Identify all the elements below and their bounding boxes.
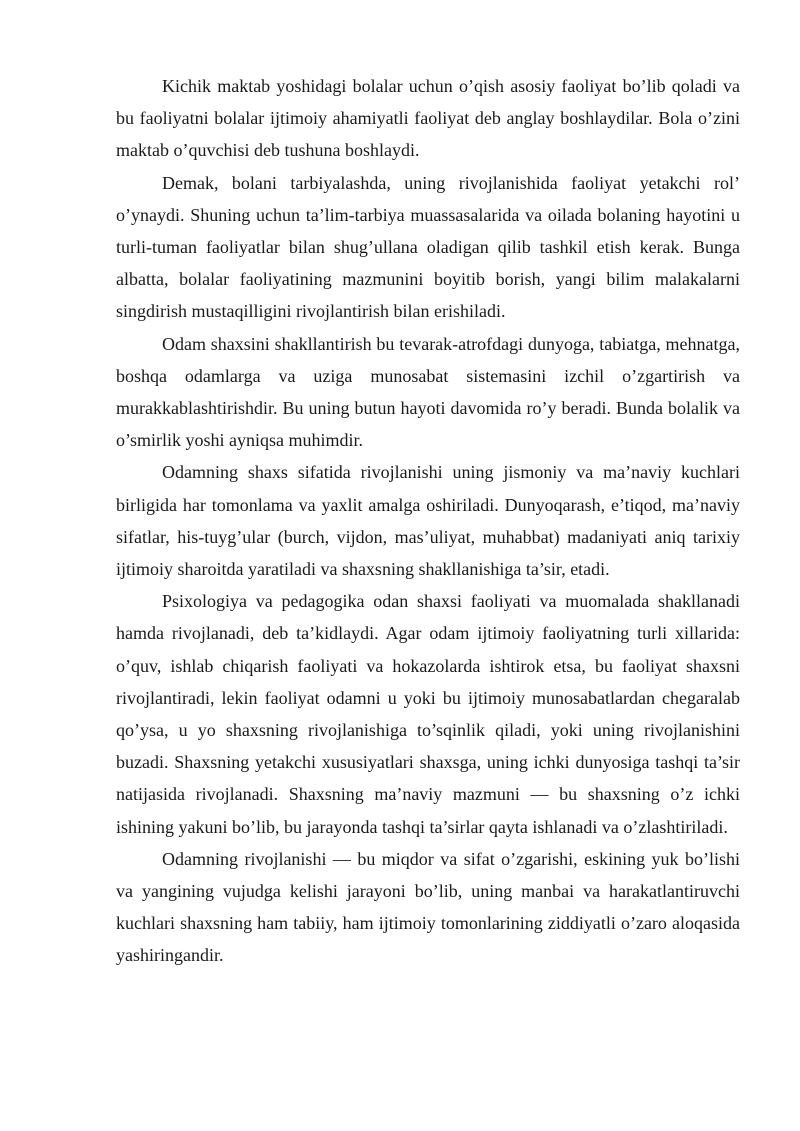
paragraph: Kichik maktab yoshidagi bolalar uchun o’qish asosiy faoliyat bo’lib qoladi va bu faoliyatni bolalar ijtimoiy ahamiyatli faoliyat deb anglay boshlaydilar. Bola o’zini maktab o’quvchisi deb tushuna boshlaydi. xyxy=(116,76,740,161)
document-page xyxy=(116,70,740,972)
paragraph: Demak, bolani tarbiyalashda, uning rivojlanishida faoliyat yetakchi rol’ o’ynaydi. Shuning uchun ta’lim-tarbiya muassasalarida va oilada bolaning hayotini u turli-tuman faoliyatlar bilan shug’ullana oladigan qilib tashkil etish kerak. Bunga albatta, bolalar faoliyatining mazmunini boyitib borish, yangi bilim malakalarni singdirish mustaqilligini rivojlantirish bilan erishiladi. xyxy=(116,172,740,322)
paragraph: Odamning rivojlanishi — bu miqdor va sifat o’zgarishi, eskining yuk bo’lishi va yangining vujudga kelishi jarayoni bo’lib, uning manbai va harakatlantiruvchi kuchlari shaxsning ham tabiiy, ham ijtimoiy tomonlarining ziddiyatli o’zaro aloqasida yashiringandir. xyxy=(116,848,740,966)
paragraph: Psixologiya va pedagogika odan shaxsi faoliyati va muomalada shakllanadi hamda rivojlanadi, deb ta’kidlaydi. Agar odam ijtimoiy faoliyatning turli xillarida: o’quv, ishlab chiqarish faoliyati va hokazolarda ishtirok etsa, bu faoliyat shaxsni rivojlantiradi, lekin faoliyat odamni u yoki bu ijtimoiy munosabatlardan chegaralab qo’ysa, u yo shaxsning rivojlanishiga to’sqinlik qiladi, yoki uning rivojlanishini buzadi. Shaxsning yetakchi xususiyatlari shaxsga, uning ichki dunyosiga tashqi ta’sir natijasida rivojlanadi. Shaxsning ma’naviy mazmuni — bu shaxsning o’z ichki ishining yakuni bo’lib, bu jarayonda tashqi ta’sirlar qayta ishlanadi va o’zlashtiriladi. xyxy=(116,591,740,837)
paragraph: Odamning shaxs sifatida rivojlanishi uning jismoniy va ma’naviy kuchlari birligida har tomonlama va yaxlit amalga oshiriladi. Dunyoqarash, e’tiqod, ma’naviy sifatlar, his-tuyg’ular (burch, vijdon, mas’uliyat, muhabbat) madaniyati aniq tarixiy ijtimoiy sharoitda yaratiladi va shaxsning shakllanishiga ta’sir, etadi. xyxy=(116,462,740,580)
paragraph: Odam shaxsini shakllantirish bu tevarak-atrofdagi dunyoga, tabiatga, mehnatga, boshqa odamlarga va uziga munosabat sistemasini izchil o’zgartirish va murakkablashtirishdir. Bu uning butun hayoti davomida ro’y beradi. Bunda bolalik va o’smirlik yoshi ayniqsa muhimdir. xyxy=(116,333,740,451)
